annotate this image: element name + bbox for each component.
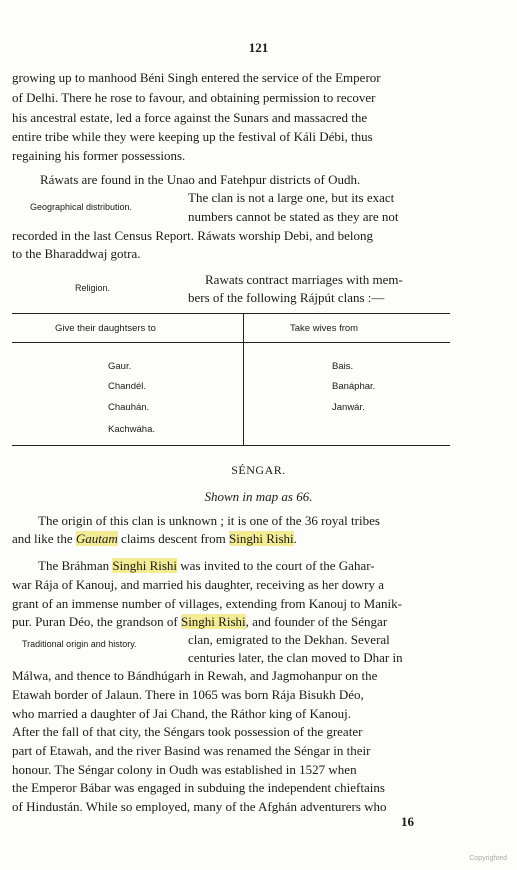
para2-line: numbers cannot be stated as they are not [188,209,399,224]
para5-line: Málwa, and thence to Bándhúgarh in Rewah, and Jagmohanpur on the [12,668,378,683]
table-header-take: Take wives from [290,323,359,334]
para1-line: his ancestral estate, led a force against the Sunars and massacred the [12,110,368,125]
para5-line: Etawah border of Jalaun. There in 1065 was born Rája Bisukh Déo, [12,687,364,702]
para2-line: recorded in the last Census Report. Ráwats worship Debi, and belong [12,228,374,243]
para3-line: bers of the following Rájpút clans :— [188,290,385,305]
table-cell: Bais. [332,361,354,372]
para3-line: Rawats contract marriages with mem- [205,272,403,287]
table-cell: Chandél. [108,381,147,392]
highlight: Gautam [75,531,118,546]
table-rule-top [12,313,450,314]
para5-line: clan, emigrated to the Dekhan. Several [188,632,390,647]
para1-line: entire tribe while they were keeping up the festival of Káli Débi, thus [12,129,373,144]
para1-line: regaining his former possessions. [12,148,186,163]
table-cell: Janwár. [332,402,365,413]
para5-line: honour. The Séngar colony in Oudh was established in 1527 when [12,762,357,777]
para2-line: The clan is not a large one, but its exact [188,190,395,205]
table-header-give: Give their daughtsers to [55,323,156,334]
section-subtitle: Shown in map as 66. [204,489,313,504]
section-title: SÉNGAR. [231,463,286,477]
para1-line: growing up to manhood Béni Singh entered the service of the Emperor [12,70,381,85]
signature-mark: 16 [401,814,414,829]
highlight: Singhi Rishi [180,614,246,629]
table-divider [243,313,244,445]
sidenote-origin: Traditional origin and history. [22,639,137,649]
para5-line: war Rája of Kanouj, and married his daughter, receiving as her dowry a [12,577,385,592]
para4-line: and like the Gautam claims descent from Singhi Rishi. [12,531,297,546]
sidenote-geographical: Geographical distribution. [30,202,133,212]
para5-line: After the fall of that city, the Séngars took possession of the greater [12,724,363,739]
page-number: 121 [248,40,269,55]
para5-line: the Emperor Bábar was engaged in subduing the independent chieftains [12,780,385,795]
table-rule-header [12,342,450,343]
para5-line: pur. Puran Déo, the grandson of Singhi Rishi, and founder of the Séngar [12,614,388,629]
table-cell: Banáphar. [332,381,376,392]
para5-line: centuries later, the clan moved to Dhar in [188,650,403,665]
para2-line: to the Bharaddwaj gotra. [12,246,141,261]
highlight: Singhi Rishi [112,558,178,573]
table-cell: Kachwáha. [108,424,156,435]
para5-line: of Hindustán. While so employed, many of the Afghán adventurers who [12,799,387,814]
table-rule-bottom [12,445,450,446]
para5-line: part of Etawah, and the river Basind was renamed the Séngar in their [12,743,371,758]
para4-line: The origin of this clan is unknown ; it is one of the 36 royal tribes [38,513,380,528]
para5-line: The Bráhman Singhi Rishi was invited to the court of the Gahar- [38,558,375,573]
sidenote-religion: Religion. [75,283,111,293]
copyright-mark: Copyrighted [469,855,507,862]
para1-line: of Delhi. There he rose to favour, and obtaining permission to recover [12,90,376,105]
table-cell: Gaur. [108,361,132,372]
table-cell: Chauhán. [108,402,150,413]
highlight: Singhi Rishi [228,531,294,546]
para5-line: grant of an immense number of villages, extending from Kanouj to Manik- [12,596,402,611]
para2-line: Ráwats are found in the Unao and Fatehpur districts of Oudh. [40,172,361,187]
para5-line: who married a daughter of Jai Chand, the Ráthor king of Kanouj. [12,706,351,721]
